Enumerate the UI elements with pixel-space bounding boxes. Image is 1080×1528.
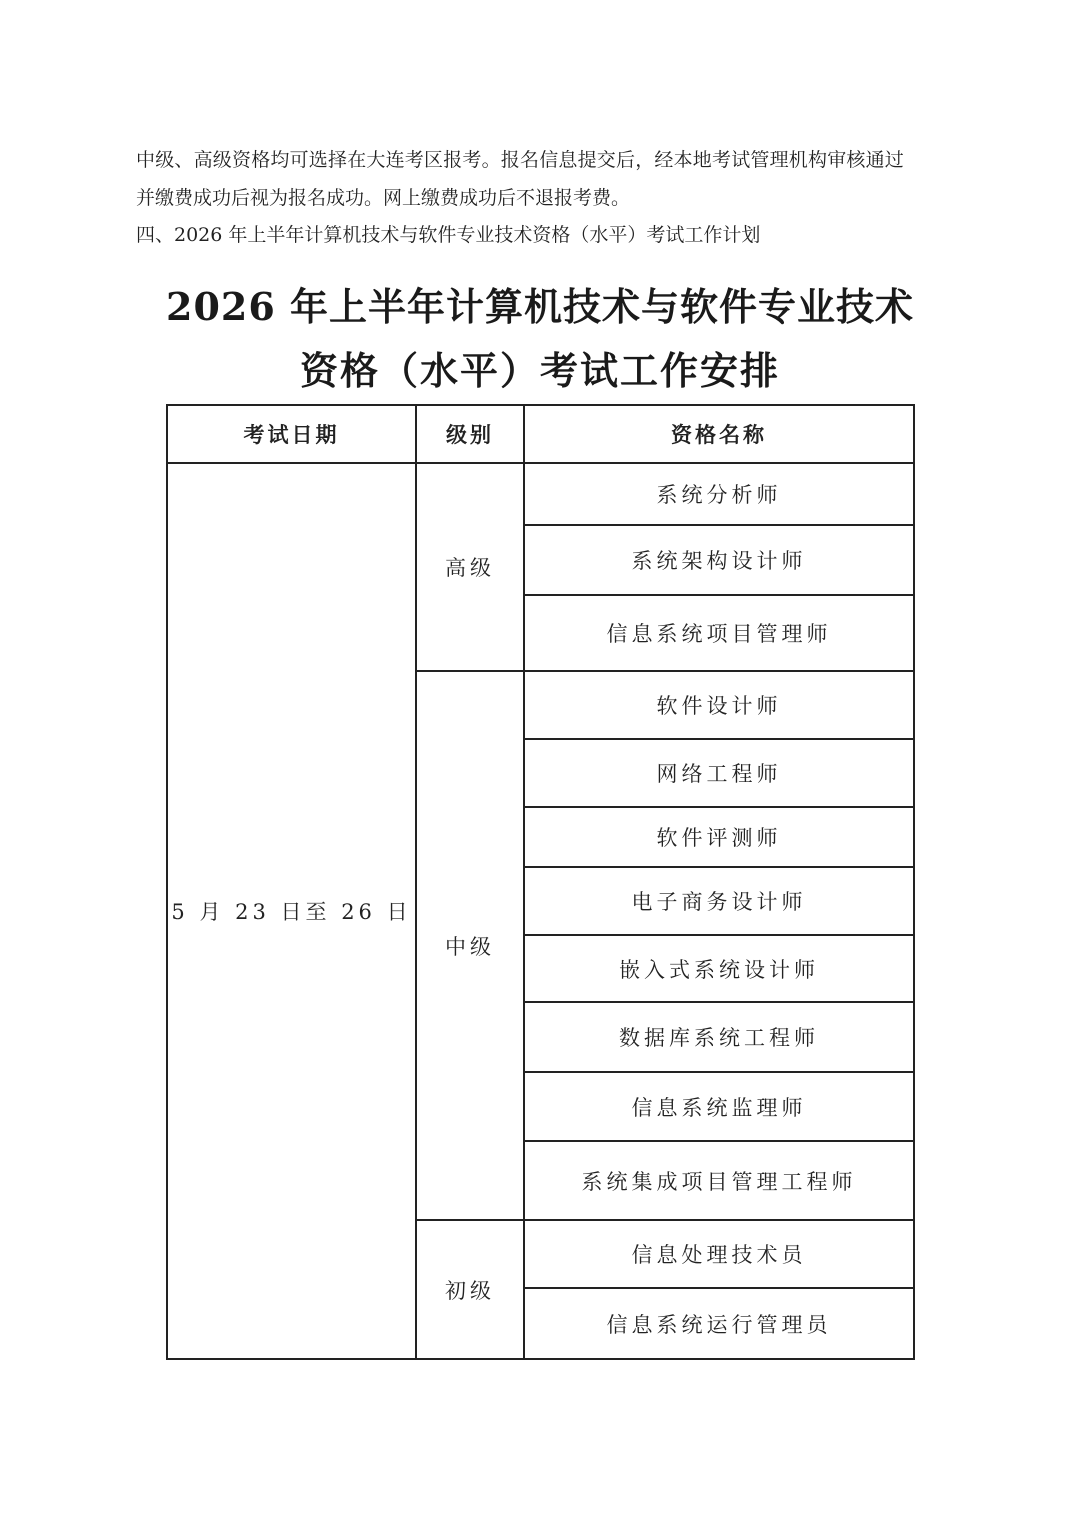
qualification-cell: 系统架构设计师 [524, 525, 914, 595]
body-text-line-1: 中级、高级资格均可选择在大连考区报考。报名信息提交后，经本地考试管理机构审核通过 [136, 149, 905, 171]
qualification-cell: 嵌入式系统设计师 [524, 935, 914, 1002]
level-junior-cell: 初级 [416, 1220, 524, 1359]
exam-date-cell: 5 月 23 日至 26 日 [167, 463, 416, 1359]
qualification-cell: 数据库系统工程师 [524, 1002, 914, 1072]
header-level: 级别 [416, 405, 524, 463]
header-exam-date: 考试日期 [167, 405, 416, 463]
header-qualification: 资格名称 [524, 405, 914, 463]
qualification-cell: 系统集成项目管理工程师 [524, 1141, 914, 1220]
body-text-line-2: 并缴费成功后视为报名成功。网上缴费成功后不退报考费。 [136, 187, 631, 209]
qualification-cell: 网络工程师 [524, 739, 914, 807]
qualification-cell: 信息处理技术员 [524, 1220, 914, 1288]
qualification-cell: 软件评测师 [524, 807, 914, 867]
qualification-cell: 电子商务设计师 [524, 867, 914, 935]
section-heading-four: 四、2026 年上半年计算机技术与软件专业技术资格（水平）考试工作计划 [136, 224, 761, 246]
level-intermediate-cell: 中级 [416, 671, 524, 1220]
qualification-cell: 系统分析师 [524, 463, 914, 525]
qualification-cell: 信息系统项目管理师 [524, 595, 914, 671]
table-row [167, 463, 914, 525]
table-title-line-2: 资格（水平）考试工作安排 [299, 348, 780, 393]
level-senior-cell: 高级 [416, 463, 524, 671]
exam-schedule-table [166, 404, 915, 1360]
qualification-cell: 信息系统监理师 [524, 1072, 914, 1141]
qualification-cell: 信息系统运行管理员 [524, 1288, 914, 1359]
qualification-cell: 软件设计师 [524, 671, 914, 739]
table-title-line-1: 2026 年上半年计算机技术与软件专业技术 [166, 284, 914, 329]
table-header-row [167, 405, 914, 463]
